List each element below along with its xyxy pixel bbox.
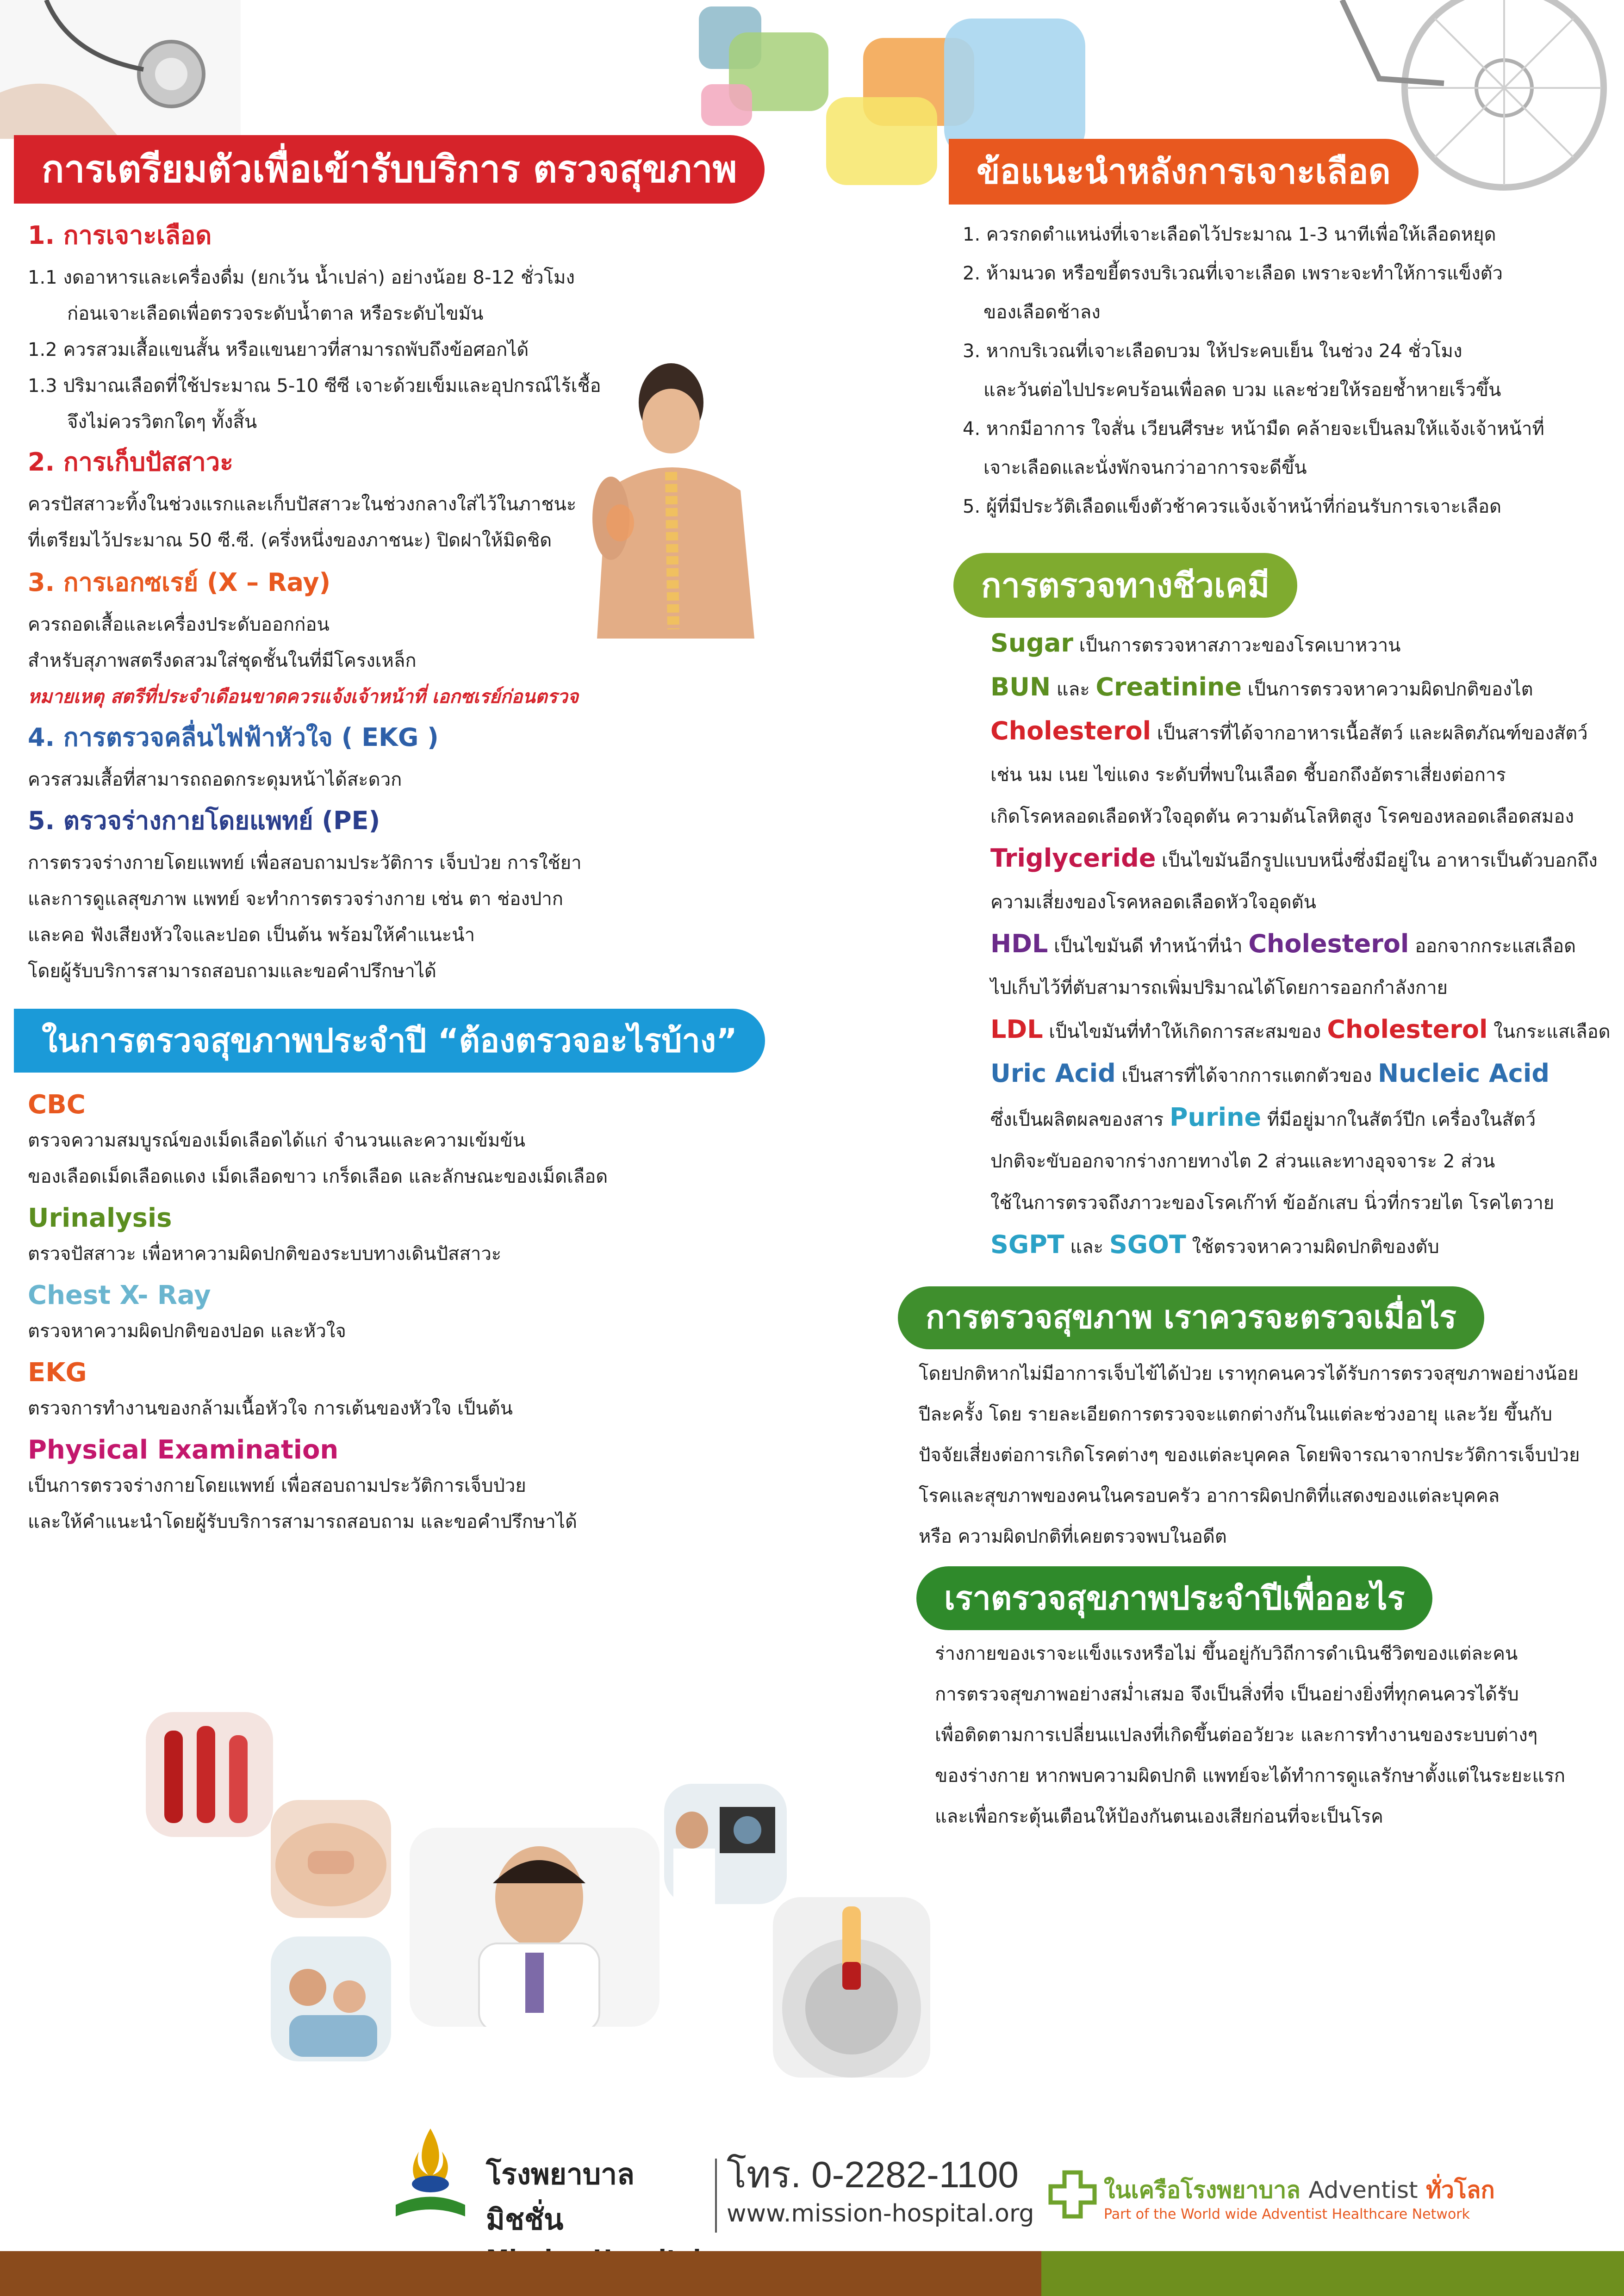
bun-term: BUN bbox=[990, 672, 1051, 701]
lab-monitor-photo bbox=[664, 1784, 787, 1904]
pe-prep-heading: 5. ตรวจร่างกายโดยแพทย์ (PE) bbox=[28, 806, 380, 835]
urinalysis-heading: Urinalysis bbox=[28, 1203, 172, 1233]
section-pe-prep bbox=[28, 800, 629, 989]
why-banner bbox=[916, 1566, 1432, 1630]
hospital-name-thai: โรงพยาบาลมิชชั่น bbox=[486, 2157, 635, 2236]
urine-heading: 2. การเก็บปัสสาวะ bbox=[28, 447, 234, 477]
blood-draw-item: 1.3 ปริมาณเลือดที่ใช้ประมาณ 5-10 ซีซี เจาะด้วยเข็มและอุปกรณ์ไร้เชื้อ bbox=[28, 375, 601, 397]
triglyceride-desc: เป็นไขมันอีกรูปแบบหนึ่งซึ่งมีอยู่ใน อาหารเป็นตัวบอกถึง bbox=[1156, 850, 1598, 871]
advice-item: ของเลือดช้าลง bbox=[983, 302, 1101, 323]
hdl-row bbox=[990, 923, 1620, 967]
purine-row bbox=[990, 1097, 1620, 1141]
advice-banner bbox=[949, 139, 1419, 205]
blood-draw-item: ก่อนเจาะเลือดเพื่อตรวจระดับน้ำตาล หรือระดับไขมัน bbox=[67, 303, 484, 324]
ldl-desc: เป็นไขมันที่ทำให้เกิดการสะสมของ bbox=[1043, 1021, 1327, 1043]
nucleic-acid-term: Nucleic Acid bbox=[1378, 1059, 1550, 1088]
advice-item: และวันต่อไปประคบร้อนเพื่อลด บวม และช่วยให้รอยช้ำหายเร็วขึ้น bbox=[983, 379, 1501, 401]
footer-bar-olive bbox=[1041, 2251, 1624, 2296]
blood-draw-item: 1.1 งดอาหารและเครื่องดื่ม (ยกเว้น น้ำเปล่า) อย่างน้อย 8-12 ชั่วโมง bbox=[28, 267, 575, 288]
annual-check-title: ในการตรวจสุขภาพประจำปี “ต้องตรวจอะไรบ้าง” bbox=[42, 1022, 738, 1060]
annual-check-banner bbox=[14, 1009, 765, 1073]
why-line: และเพื่อกระตุ้นเตือนให้ป้องกันตนเองเสียก่อนที่จะเป็นโรค bbox=[935, 1806, 1383, 1827]
xray-note: หมายเหตุ สตรีที่ประจำเดือนขาดควรแจ้งเจ้าหน้าที่ เอกซเรย์ก่อนตรวจ bbox=[28, 686, 579, 707]
annual-list bbox=[28, 1090, 676, 1540]
when-line: โดยปกติหากไม่มีอาการเจ็บไข้ได้ป่วย เราทุกคนควรได้รับการตรวจสุขภาพอย่างน้อย bbox=[919, 1363, 1579, 1384]
when-banner bbox=[898, 1286, 1484, 1349]
sgot-term: SGOT bbox=[1109, 1230, 1186, 1259]
bun-desc: เป็นการตรวจหาความผิดปกติของไต bbox=[1242, 679, 1533, 700]
purine-term: Purine bbox=[1169, 1103, 1262, 1132]
advice-item: 1. ควรกดตำแหน่งที่เจาะเลือดไว้ประมาณ 1-3 นาทีเพื่อให้เลือดหยุด bbox=[963, 224, 1496, 245]
triglyceride-row bbox=[990, 838, 1620, 881]
purine-desc: ซึ่งเป็นผลิตผลของสาร bbox=[990, 1109, 1170, 1130]
pe-prep-line: โดยผู้รับบริการสามารถสอบถามและขอคำปรึกษาได้ bbox=[28, 961, 436, 982]
bandage-photo bbox=[271, 1800, 391, 1918]
cholesterol-row bbox=[990, 710, 1620, 754]
section-ekg-prep bbox=[28, 717, 629, 798]
section-urine bbox=[28, 442, 583, 558]
uric-line: ปกติจะขับออกจากร่างกายทางไต 2 ส่วนและทางอุจจาระ 2 ส่วน bbox=[990, 1151, 1495, 1172]
why-line: ของร่างกาย หากพบความผิดปกติ แพทย์จะได้ทำการดูแลรักษาตั้งแต่ในระยะแรก bbox=[935, 1765, 1566, 1787]
hdl-cholesterol-term: Cholesterol bbox=[1248, 929, 1409, 958]
when-line: หรือ ความผิดปกติที่เคยตรวจพบในอดีต bbox=[919, 1526, 1227, 1547]
purine-desc-2: ที่มีอยู่มากในสัตว์ปีก เครื่องในสัตว์ bbox=[1261, 1109, 1536, 1130]
ldl-row bbox=[990, 1009, 1620, 1053]
liver-row bbox=[990, 1224, 1620, 1268]
triglyceride-line: ความเสี่ยงของโรคหลอดเลือดหัวใจอุดตัน bbox=[990, 892, 1316, 913]
pe-prep-line: และคอ ฟังเสียงหัวใจและปอด เป็นต้น พร้อมให้คำแนะนำ bbox=[28, 925, 475, 946]
and-text: และ bbox=[1051, 679, 1096, 700]
decor-square-yellow bbox=[826, 97, 937, 185]
xray-heading: 3. การเอกซเรย์ (X – Ray) bbox=[28, 568, 331, 597]
ldl-term: LDL bbox=[990, 1015, 1043, 1044]
sugar-row bbox=[990, 622, 1620, 666]
when-line: ปัจจัยเสี่ยงต่อการเกิดโรคต่างๆ ของแต่ละบุคคล โดยพิจารณาจากประวัติการเจ็บป่วย bbox=[919, 1445, 1580, 1466]
blood-tubes-photo bbox=[146, 1712, 273, 1837]
why-line: ร่างกายของเราจะแข็งแรงหรือไม่ ขึ้นอยู่กับวิถีการดำเนินชีวิตของแต่ละคน bbox=[935, 1643, 1518, 1664]
footer-bar-brown bbox=[0, 2251, 1041, 2296]
section-xray bbox=[28, 562, 629, 715]
biochem-list bbox=[990, 622, 1620, 1268]
main-title: การเตรียมตัวเพื่อเข้ารับบริการ ตรวจสุขภาพ bbox=[42, 148, 737, 191]
physical-exam-heading: Physical Examination bbox=[28, 1435, 339, 1465]
doctor-photo bbox=[410, 1828, 660, 2027]
cholesterol-line: เช่น นม เนย ไข่แดง ระดับที่พบในเลือด ชี้บอกถึงอัตราเสี่ยงต่อการ bbox=[990, 764, 1506, 786]
cbc-line: ของเลือดเม็ดเลือดแดง เม็ดเลือดขาว เกร็ดเลือด และลักษณะของเม็ดเลือด bbox=[28, 1166, 608, 1187]
biochem-banner bbox=[953, 553, 1297, 618]
network-icon bbox=[1048, 2170, 1097, 2219]
bun-row bbox=[990, 666, 1620, 710]
pe-prep-line: และการดูแลสุขภาพ แพทย์ จะทำการตรวจร่างกาย เช่น ตา ช่องปาก bbox=[28, 888, 563, 910]
network-label-thai: ในเครือโรงพยาบาล bbox=[1104, 2177, 1309, 2203]
urine-line: ที่เตรียมไว้ประมาณ 50 ซี.ซี. (ครึ่งหนึ่งของภาชนะ) ปิดฝาให้มิดชิด bbox=[28, 530, 552, 551]
hospital-logo bbox=[386, 2124, 474, 2221]
hdl-desc-2: ออกจากกระแสเลือด bbox=[1409, 936, 1576, 957]
main-title-banner bbox=[14, 135, 765, 204]
advice-item: เจาะเลือดและนั่งพักจนกว่าอาการจะดีขึ้น bbox=[983, 457, 1307, 478]
when-title: การตรวจสุขภาพ เราควรจะตรวจเมื่อไร bbox=[926, 1299, 1456, 1336]
cbc-line: ตรวจความสมบูรณ์ของเม็ดเลือดได้แก่ จำนวนและความเข้มข้น bbox=[28, 1130, 526, 1151]
network-label-adventist: Adventist bbox=[1308, 2177, 1418, 2203]
phone-number: โทร. 0-2282-1100 bbox=[727, 2154, 1019, 2195]
xray-line: สำหรับสุภาพสตรีงดสวมใส่ชุดชั้นในที่มีโครงเหล็ก bbox=[28, 650, 417, 671]
blood-draw-heading: 1. การเจาะเลือด bbox=[28, 221, 212, 250]
blood-draw-item: 1.2 ควรสวมเสื้อแขนสั้น หรือแขนยาวที่สามารถพับถึงข้อศอกได้ bbox=[28, 339, 529, 360]
urinalysis-line: ตรวจปัสสาวะ เพื่อหาความผิดปกติของระบบทางเดินปัสสาวะ bbox=[28, 1243, 502, 1265]
cholesterol-term: Cholesterol bbox=[990, 716, 1151, 745]
footer-divider bbox=[715, 2159, 717, 2233]
ekg-prep-line: ควรสวมเสื้อที่สามารถถอดกระดุมหน้าได้สะดวก bbox=[28, 769, 402, 790]
decor-square-pink bbox=[701, 84, 752, 126]
uric-acid-term: Uric Acid bbox=[990, 1059, 1116, 1088]
uric-desc: เป็นสารที่ได้จากการแตกตัวของ bbox=[1115, 1065, 1378, 1086]
network-subtitle: Part of the World wide Adventist Healthcare Network bbox=[1104, 2206, 1470, 2222]
footer-bar bbox=[0, 2251, 1624, 2296]
ldl-desc-2: ในกระแสเลือด bbox=[1487, 1021, 1611, 1043]
advice-item: 4. หากมีอาการ ใจสั่น เวียนศีรษะ หน้ามืด คล้ายจะเป็นลมให้แจ้งเจ้าหน้าที่ bbox=[963, 418, 1544, 440]
hdl-line: ไปเก็บไว้ที่ตับสามารถเพิ่มปริมาณได้โดยการออกกำลังกาย bbox=[990, 977, 1448, 999]
sugar-desc: เป็นการตรวจหาสภาวะของโรคเบาหวาน bbox=[1073, 635, 1401, 656]
network-label-thai-2: ทั่วโลก bbox=[1418, 2177, 1495, 2203]
advice-list bbox=[963, 215, 1611, 526]
why-text bbox=[935, 1633, 1615, 1837]
ldl-cholesterol-term: Cholesterol bbox=[1327, 1015, 1488, 1044]
centrifuge-photo bbox=[773, 1897, 930, 2078]
when-line: โรคและสุขภาพของคนในครอบครัว อาการผิดปกติที่แสดงของแต่ละบุคคล bbox=[919, 1485, 1500, 1507]
family-photo bbox=[271, 1936, 391, 2061]
creatinine-term: Creatinine bbox=[1095, 672, 1242, 701]
contact-block bbox=[727, 2156, 1051, 2228]
hdl-desc: เป็นไขมันดี ทำหน้าที่นำ bbox=[1048, 936, 1249, 957]
ekg-prep-heading: 4. การตรวจคลื่นไฟฟ้าหัวใจ ( EKG ) bbox=[28, 723, 439, 752]
advice-item: 2. ห้ามนวด หรือขยี้ตรงบริเวณที่เจาะเลือด เพราะจะทำให้การแข็งตัว bbox=[963, 263, 1503, 284]
advice-item: 3. หากบริเวณที่เจาะเลือดบวม ให้ประคบเย็น ในช่วง 24 ชั่วโมง bbox=[963, 341, 1462, 362]
uric-row bbox=[990, 1053, 1620, 1097]
stethoscope-image bbox=[0, 0, 241, 139]
sugar-term: Sugar bbox=[990, 628, 1074, 658]
cbc-heading: CBC bbox=[28, 1090, 86, 1120]
physical-exam-line: เป็นการตรวจร่างกายโดยแพทย์ เพื่อสอบถามประวัติการเจ็บป่วย bbox=[28, 1475, 526, 1496]
physical-exam-line: และให้คำแนะนำโดยผู้รับบริการสามารถสอบถาม และขอคำปรึกษาได้ bbox=[28, 1511, 577, 1533]
why-line: เพื่อติดตามการเปลี่ยนแปลงที่เกิดขึ้นต่ออวัยวะ และการทำงานของระบบต่างๆ bbox=[935, 1725, 1538, 1746]
when-line: ปีละครั้ง โดย รายละเอียดการตรวจจะแตกต่างกันในแต่ละช่วงอายุ และวัย ขึ้นกับ bbox=[919, 1404, 1553, 1425]
advice-title: ข้อแนะนำหลังการเจาะเลือด bbox=[977, 152, 1391, 192]
biochem-title: การตรวจทางชีวเคมี bbox=[981, 566, 1270, 605]
chest-xray-line: ตรวจหาความผิดปกติของปอด และหัวใจ bbox=[28, 1321, 346, 1342]
hdl-term: HDL bbox=[990, 929, 1048, 958]
sgpt-term: SGPT bbox=[990, 1230, 1064, 1259]
when-text bbox=[919, 1353, 1613, 1557]
ekg-line: ตรวจการทำงานของกล้ามเนื้อหัวใจ การเต้นของหัวใจ เป็นต้น bbox=[28, 1398, 513, 1419]
pe-prep-line: การตรวจร่างกายโดยแพทย์ เพื่อสอบถามประวัติการ เจ็บป่วย การใช้ยา bbox=[28, 852, 582, 874]
website-link[interactable]: www.mission-hospital.org bbox=[727, 2200, 1034, 2228]
advice-item: 5. ผู้ที่มีประวัติเลือดแข็งตัวช้าควรแจ้งเจ้าหน้าที่ก่อนรับการเจาะเลือด bbox=[963, 496, 1502, 517]
urine-line: ควรปัสสาวะทิ้งในช่วงแรกและเก็บปัสสาวะในช่วงกลางใส่ไว้ในภาชนะ bbox=[28, 494, 577, 515]
decor-square-lightblue bbox=[944, 19, 1085, 157]
liver-desc: ใช้ตรวจหาความผิดปกติของตับ bbox=[1186, 1236, 1439, 1258]
cholesterol-desc: เป็นสารที่ได้จากอาหารเนื้อสัตว์ และผลิตภัณฑ์ของสัตว์ bbox=[1151, 723, 1588, 744]
why-title: เราตรวจสุขภาพประจำปีเพื่ออะไร bbox=[944, 1579, 1405, 1617]
xray-line: ควรถอดเสื้อและเครื่องประดับออกก่อน bbox=[28, 614, 330, 635]
ekg-heading: EKG bbox=[28, 1358, 87, 1388]
chest-xray-heading: Chest X- Ray bbox=[28, 1280, 211, 1310]
triglyceride-term: Triglyceride bbox=[990, 844, 1156, 873]
why-line: การตรวจสุขภาพอย่างสม่ำเสมอ จึงเป็นสิ่งที่จ เป็นอย่างยิ่งที่ทุกคนควรได้รับ bbox=[935, 1684, 1519, 1705]
section-blood-draw bbox=[28, 215, 606, 440]
blood-draw-item: จึงไม่ควรวิตกใดๆ ทั้งสิ้น bbox=[67, 411, 257, 433]
uric-line: ใช้ในการตรวจถึงภาวะของโรคเก๊าท์ ข้ออักเสบ นิ่วที่กรวยไต โรคไตวาย bbox=[990, 1192, 1555, 1214]
cholesterol-line: เกิดโรคหลอดเลือดหัวใจอุดตัน ความดันโลหิตสูง โรคของหลอดเลือดสมอง bbox=[990, 806, 1574, 827]
and-text: และ bbox=[1064, 1236, 1109, 1258]
